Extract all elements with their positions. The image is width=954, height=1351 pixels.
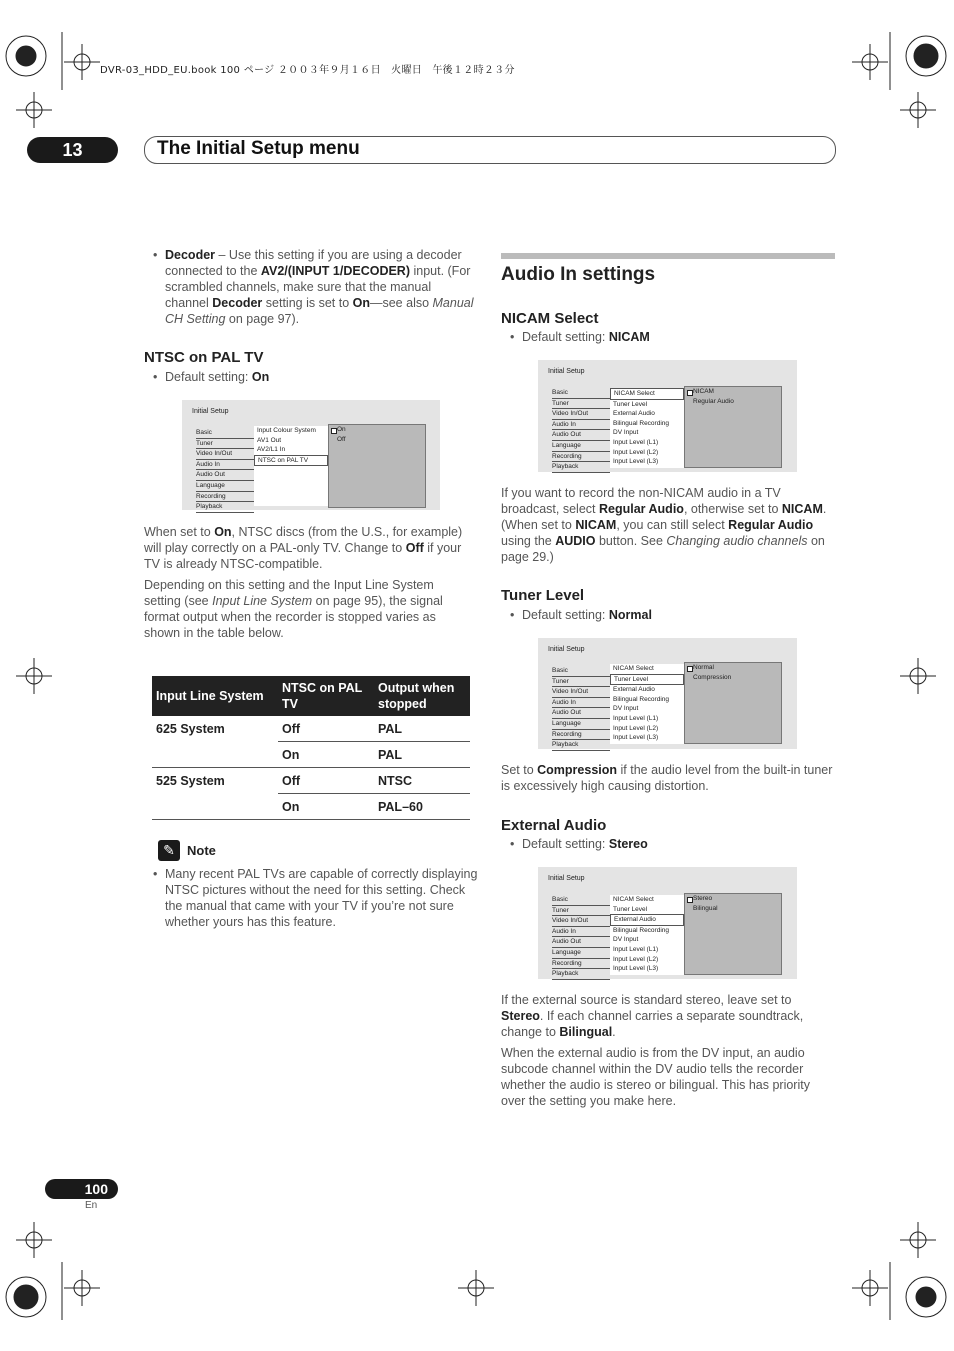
menu-item: Playback	[552, 462, 610, 473]
submenu-item: Tuner Level	[613, 905, 648, 913]
submenu-item: Input Level (L1)	[613, 945, 659, 953]
screen-options	[328, 424, 426, 508]
external-screen	[538, 867, 797, 979]
ntsc-heading: NTSC on PAL TV	[144, 349, 264, 366]
menu-item: Recording	[552, 452, 610, 463]
table-row	[152, 768, 470, 794]
option-item: On	[329, 425, 425, 435]
menu-item: Video In/Out	[552, 409, 610, 420]
submenu-item: Input Level (L2)	[613, 955, 659, 963]
screen-submenu	[610, 895, 684, 975]
menu-item: Playback	[552, 969, 610, 980]
chapter-number: 13	[27, 137, 118, 163]
tuner-screen	[538, 638, 797, 749]
submenu-item: NICAM Select	[613, 665, 654, 672]
submenu-item: Tuner Level	[610, 674, 684, 686]
decoder-bullet: • Decoder – Use this setting if you are using a decoder connected to the AV2/(INPUT 1/DECODER) input. (For scrambled channels, make sure that the manual channel Decoder setting is set to On—see also Manual CH Setting on page 97).	[153, 248, 474, 326]
menu-item: Tuner	[552, 677, 610, 688]
ntsc-paragraph-2: Depending on this setting and the Input Line System setting (see Input Line System on page 95), the signal format output when the recorder is stopped varies as shown in the table below.	[144, 578, 443, 640]
screen-title: Initial Setup	[548, 646, 585, 653]
submenu-item: AV2/L1 In	[257, 446, 286, 454]
submenu-item: DV Input	[613, 429, 639, 437]
screen-submenu	[610, 388, 684, 468]
table-row	[152, 716, 470, 742]
menu-item: Tuner	[196, 439, 254, 450]
screen-menu	[196, 428, 254, 513]
table-header-row	[152, 676, 470, 716]
signal-format-table	[152, 676, 470, 820]
screen-title: Initial Setup	[192, 408, 229, 415]
submenu-item: Bilingual Recording	[613, 695, 670, 703]
submenu-item: Input Level (L1)	[613, 438, 659, 446]
submenu-item: External Audio	[613, 686, 655, 694]
menu-item: Playback	[552, 740, 610, 751]
screen-options	[684, 662, 782, 744]
screen-menu	[552, 666, 610, 751]
menu-item: Video In/Out	[552, 687, 610, 698]
menu-item: Language	[552, 719, 610, 730]
option-item: NICAM	[685, 387, 781, 397]
menu-item: Audio In	[552, 927, 610, 938]
submenu-item: AV1 Out	[257, 436, 282, 444]
submenu-item: Tuner Level	[613, 400, 648, 408]
menu-item: Audio Out	[552, 937, 610, 948]
menu-item: Recording	[552, 730, 610, 741]
menu-item: Basic	[552, 666, 610, 677]
submenu-item: Input Level (L2)	[613, 724, 659, 732]
table-cell: 625 System	[156, 721, 225, 736]
menu-item: Audio Out	[552, 708, 610, 719]
nicam-default: • Default setting: NICAM	[510, 330, 650, 344]
submenu-item: Input Colour System	[257, 427, 316, 434]
table-cell	[152, 794, 278, 820]
menu-item: Audio In	[552, 420, 610, 431]
ntsc-paragraph-1: When set to On, NTSC discs (from the U.S., for example) will play correctly on a PAL-only TV. Change to Off if your TV is already NTSC-compatible.	[144, 525, 463, 571]
submenu-item: Input Level (L3)	[613, 965, 659, 973]
screen-menu	[552, 388, 610, 473]
option-item: Compression	[693, 674, 732, 681]
table-cell: Off	[278, 768, 374, 794]
tuner-heading: Tuner Level	[501, 587, 585, 604]
ntsc-default: • Default setting: On	[153, 370, 270, 384]
submenu-item: NTSC on PAL TV	[254, 455, 328, 467]
table-cell	[152, 742, 278, 768]
menu-item: Video In/Out	[552, 916, 610, 927]
menu-item: Audio Out	[552, 430, 610, 441]
option-item: Bilingual	[693, 905, 718, 912]
tuner-paragraph: Set to Compression if the audio level from the built-in tuner is excessively high causing distortion.	[501, 763, 833, 793]
tuner-default: • Default setting: Normal	[510, 608, 652, 622]
menu-item: Video In/Out	[196, 449, 254, 460]
table-row	[152, 742, 470, 768]
submenu-item: External Audio	[610, 914, 684, 926]
table-header: NTSC on PAL TV	[278, 676, 374, 716]
table-cell: Off	[278, 716, 374, 742]
header-file-info: DVR-03_HDD_EU.book 100 ページ ２００３年９月１６日 火曜日 午後１２時２３分	[100, 65, 515, 76]
submenu-item: NICAM Select	[613, 896, 654, 903]
menu-item: Recording	[552, 959, 610, 970]
screen-title: Initial Setup	[548, 875, 585, 882]
nicam-heading: NICAM Select	[501, 310, 599, 327]
table-cell: 525 System	[156, 773, 225, 788]
submenu-item: Bilingual Recording	[613, 419, 670, 427]
external-paragraph-2: When the external audio is from the DV input, an audio subcode channel within the DV audio tells the recorder whether the audio is stereo or bilingual. This has priority over the setting you make here.	[501, 1046, 810, 1108]
menu-item: Recording	[196, 492, 254, 503]
table-cell: PAL	[374, 716, 470, 742]
table-cell: NTSC	[374, 768, 470, 794]
option-item: Stereo	[685, 894, 781, 904]
note-label: Note	[187, 843, 216, 858]
menu-item: Tuner	[552, 399, 610, 410]
menu-item: Basic	[552, 895, 610, 906]
menu-item: Language	[552, 948, 610, 959]
menu-item: Audio In	[196, 460, 254, 471]
table-cell: PAL	[374, 742, 470, 768]
note-bullet: • Many recent PAL TVs are capable of correctly displaying NTSC pictures without the need for this setting. Check the manual that came with your TV if you’re not sure whether yours has this feature.	[153, 867, 478, 929]
section-rule	[501, 253, 835, 259]
submenu-item: DV Input	[613, 705, 639, 713]
submenu-item: DV Input	[613, 936, 639, 944]
note-pencil-icon: ✎	[158, 840, 180, 861]
screen-submenu	[610, 664, 684, 744]
external-default: • Default setting: Stereo	[510, 837, 648, 851]
menu-item: Audio In	[552, 698, 610, 709]
screen-title: Initial Setup	[548, 368, 585, 375]
nicam-screen	[538, 360, 797, 472]
table-header: Input Line System	[152, 676, 278, 716]
option-item: Off	[337, 436, 346, 443]
screen-menu	[552, 895, 610, 980]
chapter-title: The Initial Setup menu	[157, 138, 360, 159]
external-paragraph-1: If the external source is standard stereo, leave set to Stereo. If each channel carries a separate soundtrack, change to Bilingual.	[501, 993, 804, 1039]
screen-submenu	[254, 426, 328, 506]
submenu-item: Input Level (L1)	[613, 714, 659, 722]
submenu-item: Input Level (L3)	[613, 458, 659, 466]
table-cell: On	[278, 742, 374, 768]
menu-item: Language	[196, 481, 254, 492]
menu-item: Audio Out	[196, 470, 254, 481]
screen-options	[684, 386, 782, 468]
table-cell: PAL–60	[374, 794, 470, 820]
menu-item: Basic	[552, 388, 610, 399]
submenu-item: External Audio	[613, 410, 655, 418]
external-heading: External Audio	[501, 817, 607, 834]
submenu-item: NICAM Select	[610, 388, 684, 400]
submenu-item: Bilingual Recording	[613, 926, 670, 934]
table-row	[152, 794, 470, 820]
menu-item: Tuner	[552, 906, 610, 917]
section-title: Audio In settings	[501, 264, 656, 285]
language-code: En	[85, 1200, 98, 1211]
option-item: Normal	[685, 663, 781, 673]
nicam-paragraph: If you want to record the non-NICAM audio in a TV broadcast, select Regular Audio, otherwise set to NICAM. (When set to NICAM, you can still select Regular Audio using the AUDIO button. See Changing audio channels on page 29.)	[501, 486, 827, 564]
submenu-item: Input Level (L2)	[613, 448, 659, 456]
menu-item: Playback	[196, 502, 254, 513]
page-number: 100	[45, 1179, 118, 1199]
submenu-item: Input Level (L3)	[613, 734, 659, 742]
table-cell: On	[278, 794, 374, 820]
screen-options	[684, 893, 782, 975]
table-header: Output when stopped	[374, 676, 470, 716]
option-item: Regular Audio	[693, 398, 734, 405]
menu-item: Basic	[196, 428, 254, 439]
menu-item: Language	[552, 441, 610, 452]
ntsc-screen	[182, 400, 440, 510]
